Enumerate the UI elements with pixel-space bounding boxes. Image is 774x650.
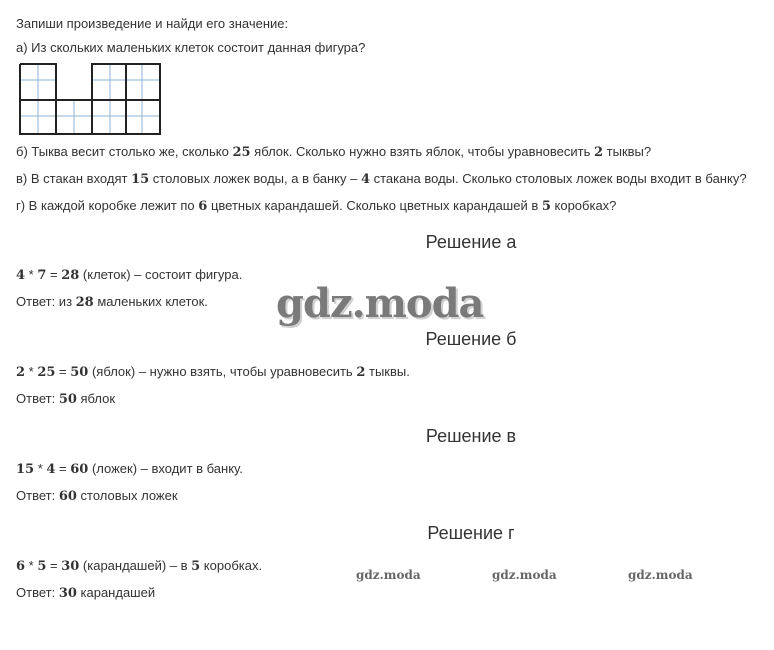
solution-a-heading: Решение а <box>425 232 517 252</box>
solution-g-answer: Ответ: 30 карандашей <box>16 585 156 601</box>
task-a: а) Из скольких маленьких клеток состоит данная фигура? <box>16 40 366 55</box>
solution-b-answer: Ответ: 50 яблок <box>16 391 116 407</box>
solution-b-heading: Решение б <box>425 329 517 349</box>
task-b: б) Тыква весит столько же, сколько 25 яблок. Сколько нужно взять яблок, чтобы уравновесить 2 тыквы? <box>16 144 652 160</box>
task-v: в) В стакан входят 15 столовых ложек воды, а в банку – 4 стакана воды. Сколько столовых ложек воды входит в банку? <box>16 171 747 187</box>
task-intro: Запиши произведение и найди его значение: <box>16 16 289 31</box>
solution-v-heading: Решение в <box>425 426 517 446</box>
solution-g-heading: Решение г <box>427 523 515 543</box>
cell-figure <box>18 62 162 136</box>
solution-g-equation: 6 * 5 = 30 (карандашей) – в 5 коробках. <box>16 558 263 574</box>
watermark-large: gdz.moda <box>276 280 484 327</box>
watermark-small: gdz.moda <box>356 568 421 582</box>
solution-a-answer: Ответ: из 28 маленьких клеток. <box>16 294 208 310</box>
solution-b-equation: 2 * 25 = 50 (яблок) – нужно взять, чтобы уравновесить 2 тыквы. <box>16 364 410 380</box>
solution-v-equation: 15 * 4 = 60 (ложек) – входит в банку. <box>16 461 243 477</box>
task-g: г) В каждой коробке лежит по 6 цветных карандашей. Сколько цветных карандашей в 5 коробках? <box>16 198 617 214</box>
watermark-small: gdz.moda <box>492 568 557 582</box>
solution-a-equation: 4 * 7 = 28 (клеток) – состоит фигура. <box>16 267 243 283</box>
watermark-small: gdz.moda <box>628 568 693 582</box>
solution-v-answer: Ответ: 60 столовых ложек <box>16 488 178 504</box>
